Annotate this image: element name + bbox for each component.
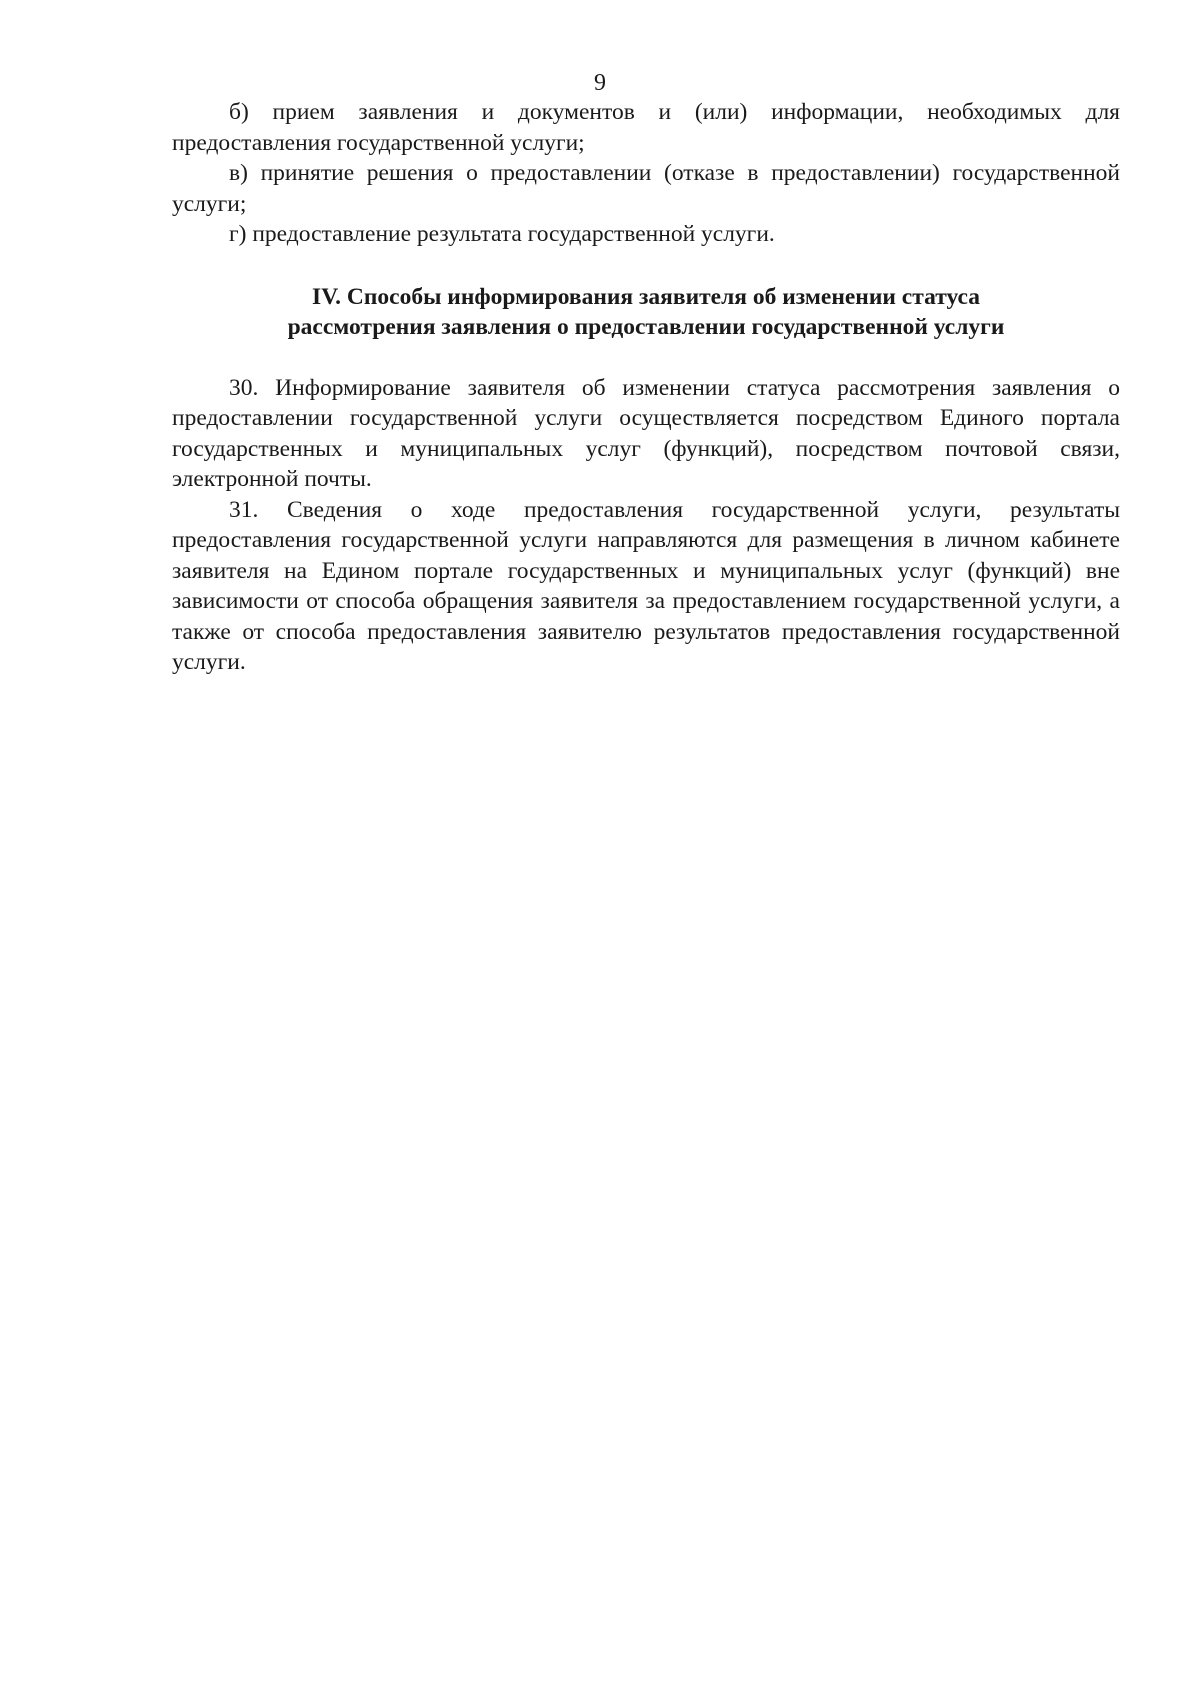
- spacer: [172, 250, 1120, 282]
- paragraph-30: 30. Информирование заявителя об изменении статуса рассмотрения заявления о предоставлении государственной услуги осуществляется посредством Единого портала государственных и муниципальных услуг (функций), посредством почтовой связи, электронной почты.: [172, 374, 1120, 492]
- section-heading-line-1: IV. Способы информирования заявителя об изменении статуса: [312, 283, 980, 310]
- list-item-v: в) принятие решения о предоставлении (отказе в предоставлении) государственной услуги;: [172, 160, 1120, 217]
- section-heading: [172, 282, 1120, 343]
- document-body: [172, 97, 1120, 678]
- paragraph-31: 31. Сведения о ходе предоставления государственной услуги, результаты предоставления государственной услуги направляются для размещения в личном кабинете заявителя на Едином портале государственных и муниципальных услуг (функций) вне зависимости от способа обращения заявителя за предоставлением государственной услуги, а также от способа предоставления заявителю результатов предоставления государственной услуги.: [172, 496, 1120, 675]
- page-number: 9: [594, 70, 606, 96]
- section-heading-line-2: рассмотрения заявления о предоставлении государственной услуги: [287, 314, 1005, 340]
- list-item-b: б) прием заявления и документов и (или) информации, необходимых для предоставления государственной услуги;: [172, 99, 1120, 156]
- list-item-g: г) предоставление результата государственной услуги.: [229, 221, 775, 247]
- spacer: [172, 343, 1120, 373]
